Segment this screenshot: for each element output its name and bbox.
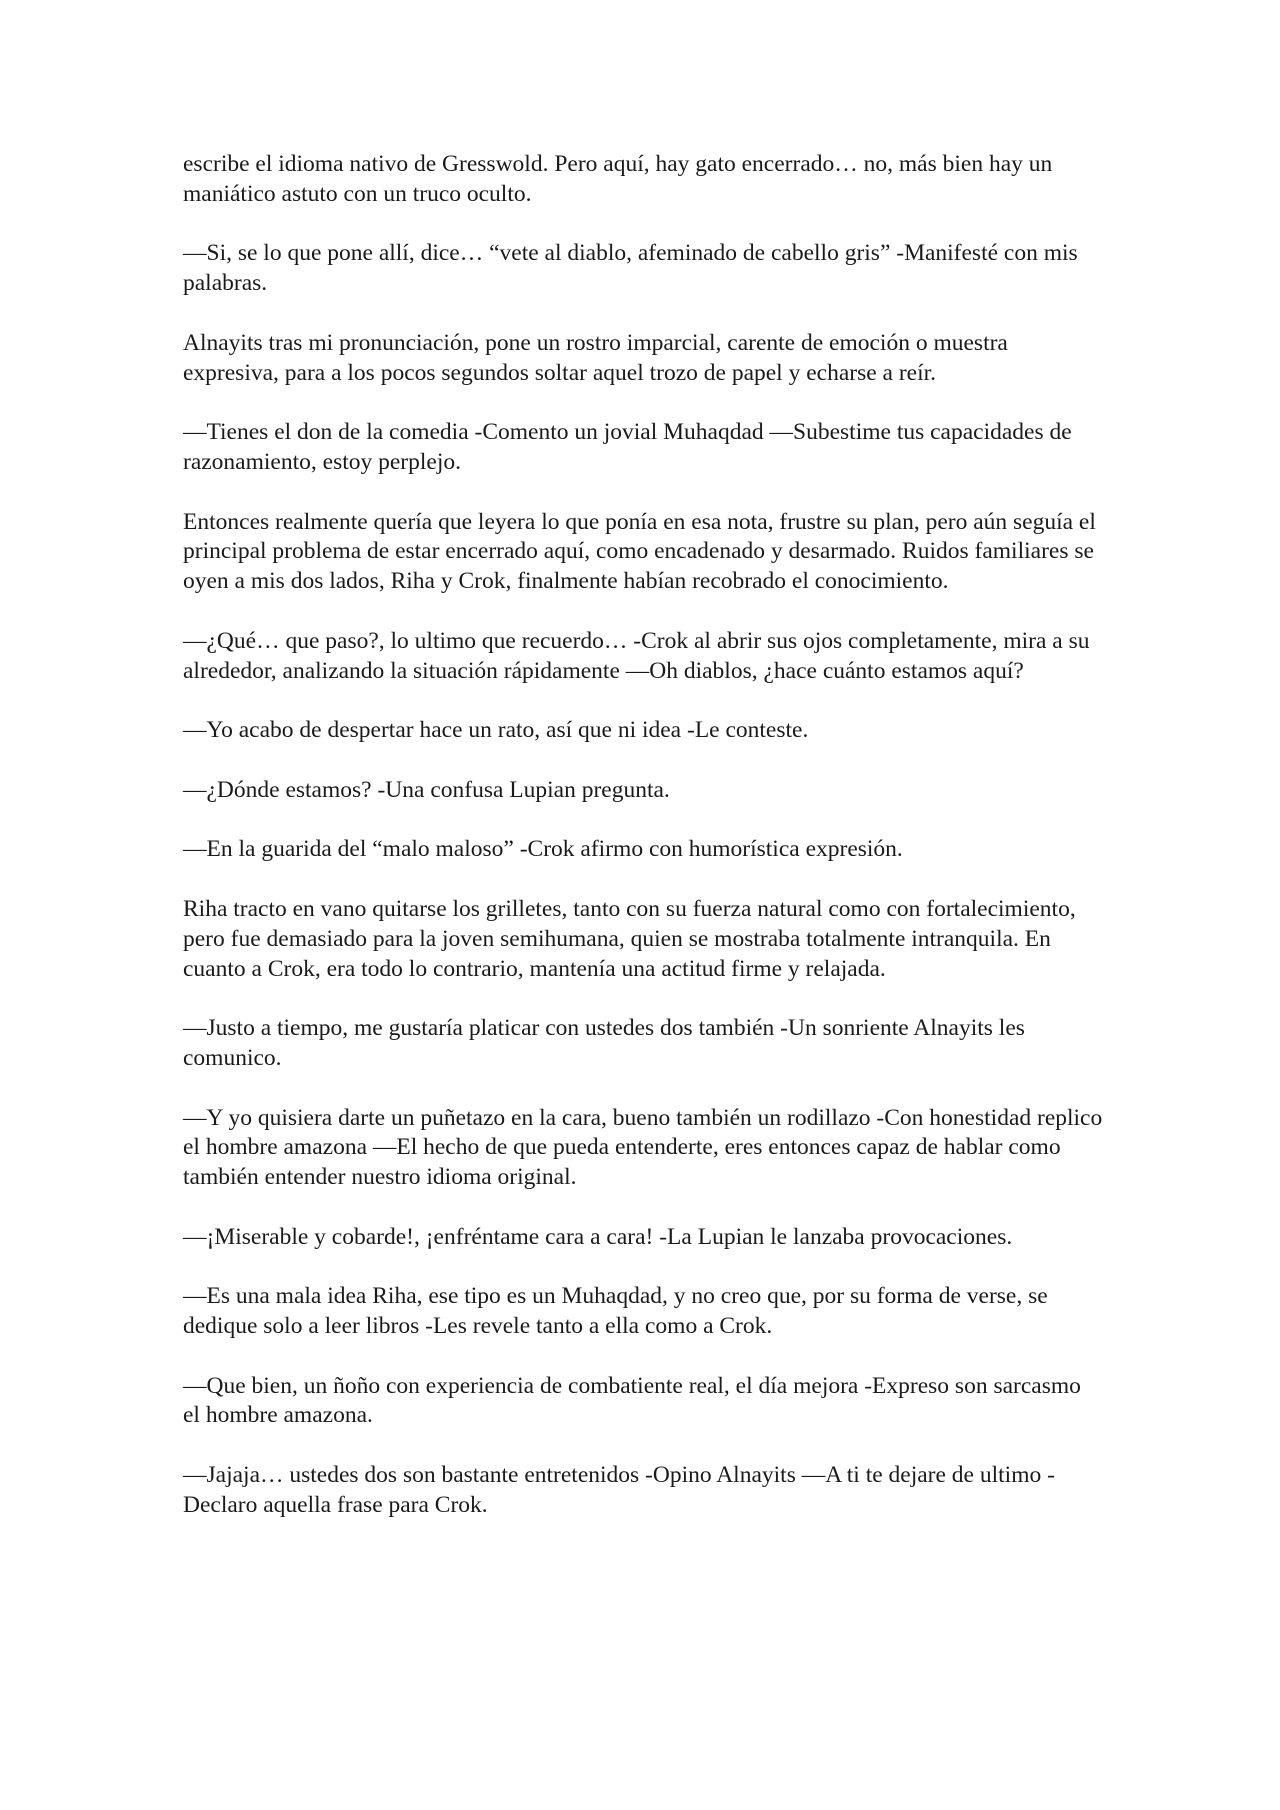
paragraph: —Justo a tiempo, me gustaría platicar con ustedes dos también -Un sonriente Alnayits les comunico. [183, 1015, 1025, 1071]
paragraph: —Tienes el don de la comedia -Comento un jovial Muhaqdad —Subestime tus capacidades de razonamiento, estoy perplejo. [183, 419, 1072, 475]
paragraph: —¿Dónde estamos? -Una confusa Lupian pregunta. [183, 776, 670, 803]
paragraph: —¡Miserable y cobarde!, ¡enfréntame cara a cara! -La Lupian le lanzaba provocaciones. [183, 1223, 1013, 1250]
paragraph: —Si, se lo que pone allí, dice… “vete al diablo, afeminado de cabello gris” -Manifesté con mis palabras. [183, 240, 1078, 297]
paragraph: Riha tracto en vano quitarse los grilletes, tanto con su fuerza natural como con fortalecimiento, pero fue demasiado para la joven semihumana, quien se mostraba totalmente intranquila. En cuanto a Crok, era todo lo contrario, mantenía una actitud firme y relajada. [183, 895, 1076, 982]
paragraph: —Jajaja… ustedes dos son bastante entretenidos -Opino Alnayits —A ti te dejare de ultimo -Declaro aquella frase para Crok. [183, 1462, 1055, 1518]
paragraph: Alnayits tras mi pronunciación, pone un rostro imparcial, carente de emoción o muestra expresiva, para a los pocos segundos soltar aquel trozo de papel y echarse a reír. [183, 329, 1008, 386]
paragraph: escribe el idioma nativo de Gresswold. Pero aquí, hay gato encerrado… no, más bien hay un maniático astuto con un truco oculto. [183, 151, 1053, 207]
paragraph: —Que bien, un ñoño con experiencia de combatiente real, el día mejora -Expreso son sarcasmo el hombre amazona. [183, 1372, 1081, 1429]
paragraph: —Yo acabo de despertar hace un rato, así que ni idea -Le conteste. [183, 717, 809, 744]
paragraph: —Y yo quisiera darte un puñetazo en la cara, bueno también un rodillazo -Con honestidad replico el hombre amazona —El hecho de que pueda entenderte, eres entonces capaz de hablar como también entender nuestro idioma original. [183, 1104, 1103, 1191]
paragraph: Entonces realmente quería que leyera lo que ponía en esa nota, frustre su plan, pero aún seguía el principal problema de estar encerrado aquí, como encadenado y desarmado. Ruidos familiares se oyen a mis dos lados, Riha y Crok, finalmente habían recobrado el conocimiento. [183, 508, 1096, 595]
document-body [183, 150, 1103, 1521]
paragraph: —En la guarida del “malo maloso” -Crok afirmo con humorística expresión. [183, 836, 903, 863]
paragraph: —Es una mala idea Riha, ese tipo es un Muhaqdad, y no creo que, por su forma de verse, se dedique solo a leer libros -Les revele tanto a ella como a Crok. [183, 1283, 1048, 1340]
paragraph: —¿Qué… que paso?, lo ultimo que recuerdo… -Crok al abrir sus ojos completamente, mira a su alrededor, analizando la situación rápidamente —Oh diablos, ¿hace cuánto estamos aquí? [183, 627, 1090, 684]
